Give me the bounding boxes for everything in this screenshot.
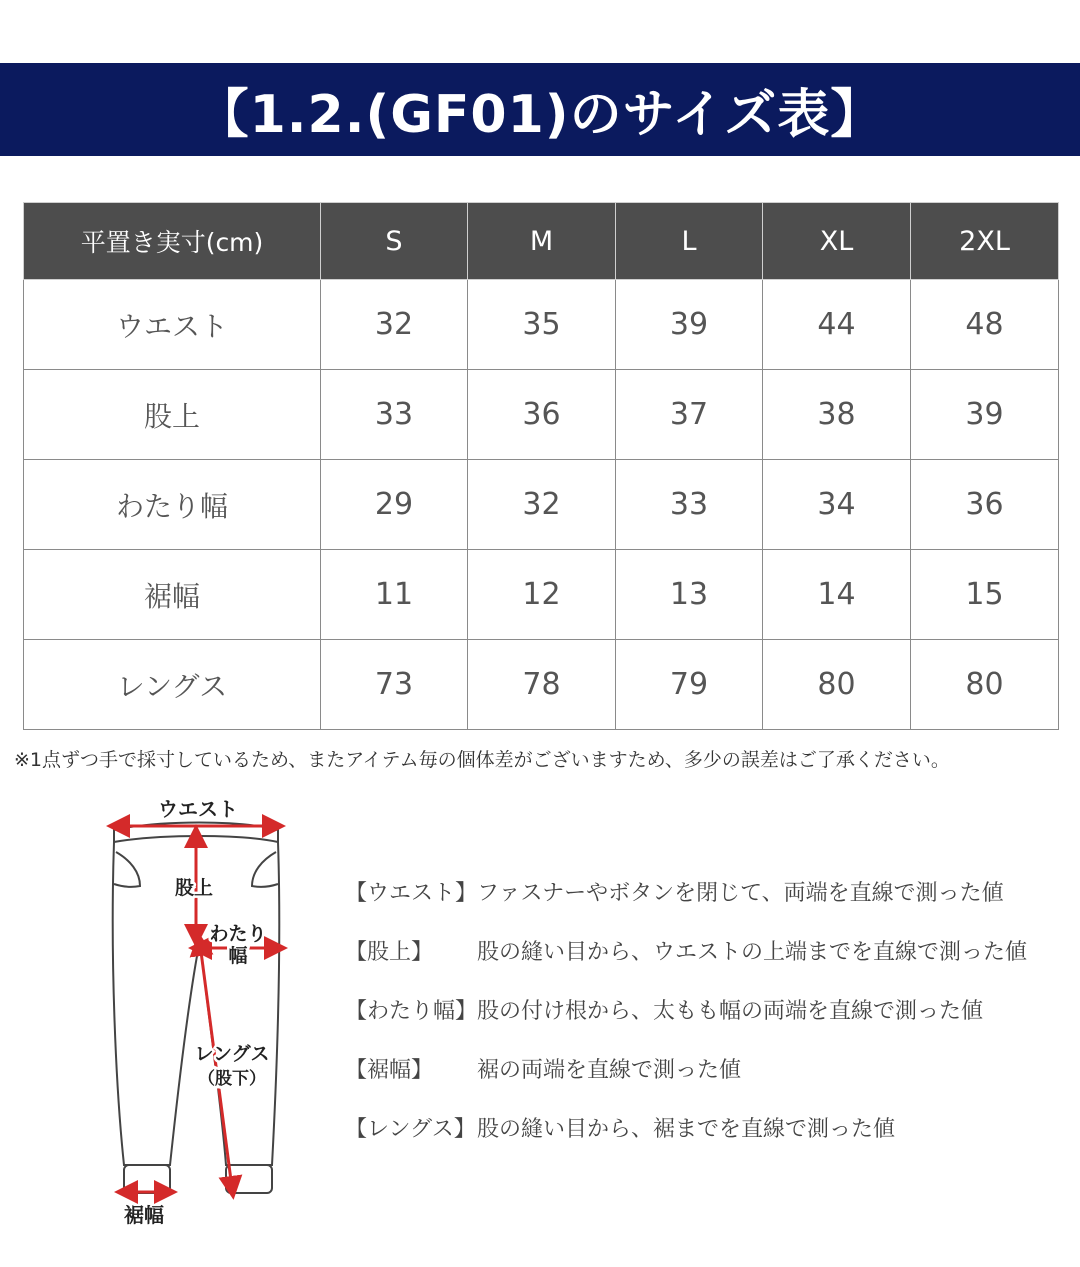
title-banner [0, 63, 1080, 156]
table-cell: 36 [468, 370, 616, 460]
table-cell: 11 [321, 550, 468, 640]
row-label: わたり幅 [24, 460, 321, 550]
table-cell: 78 [468, 640, 616, 730]
measurement-note: ※1点ずつ手で採寸しているため、またアイテム毎の個体差がございますため、多少の誤差はご了承ください。 [14, 749, 950, 771]
header-measurement-label: 平置き実寸(cm) [24, 203, 321, 280]
description-text: 股の縫い目から、ウエストの上端までを直線で測った値 [477, 940, 1028, 965]
length-sub-label: （股下） [198, 1069, 266, 1089]
row-label: 股上 [24, 370, 321, 460]
table-cell: 29 [321, 460, 468, 550]
table-cell: 33 [321, 370, 468, 460]
table-cell: 15 [911, 550, 1059, 640]
table-cell: 48 [911, 280, 1059, 370]
table-cell: 79 [616, 640, 763, 730]
thigh-label-line1: わたり [209, 923, 267, 945]
table-cell: 13 [616, 550, 763, 640]
page-title: 【1.2.(GF01)のサイズ表】 [196, 85, 884, 145]
table-cell: 73 [321, 640, 468, 730]
table-cell: 39 [911, 370, 1059, 460]
table-cell: 32 [321, 280, 468, 370]
table-cell: 38 [763, 370, 911, 460]
table-header-row [24, 203, 1059, 280]
header-size-m: M [468, 203, 616, 280]
table-cell: 39 [616, 280, 763, 370]
list-item [345, 1098, 1075, 1157]
table-cell: 14 [763, 550, 911, 640]
description-term: 【レングス】 [345, 1117, 476, 1142]
description-term: 【わたり幅】 [345, 999, 478, 1024]
table-cell: 37 [616, 370, 763, 460]
description-term: 【裾幅】 [345, 1058, 434, 1083]
row-label: 裾幅 [24, 550, 321, 640]
list-item [345, 980, 1075, 1039]
list-item [345, 921, 1075, 980]
description-text: 股の付け根から、太もも幅の両端を直線で測った値 [477, 999, 984, 1024]
table-cell: 33 [616, 460, 763, 550]
description-text: ファスナーやボタンを閉じて、両端を直線で測った値 [477, 881, 1004, 906]
table-row [24, 370, 1059, 460]
table-cell: 34 [763, 460, 911, 550]
table-row [24, 280, 1059, 370]
thigh-label-line2: 幅 [228, 945, 248, 967]
header-size-s: S [321, 203, 468, 280]
measurement-descriptions [345, 862, 1075, 1157]
length-measure-line [200, 944, 232, 1188]
table-cell: 44 [763, 280, 911, 370]
description-text: 股の縫い目から、裾までを直線で測った値 [477, 1117, 896, 1142]
description-text: 裾の両端を直線で測った値 [477, 1058, 742, 1083]
table-row [24, 640, 1059, 730]
table-row [24, 550, 1059, 640]
pants-diagram [100, 790, 300, 1240]
table-cell: 32 [468, 460, 616, 550]
rise-label: 股上 [174, 877, 214, 899]
table-row [24, 460, 1059, 550]
header-size-xl: XL [763, 203, 911, 280]
row-label: ウエスト [24, 280, 321, 370]
description-term: 【股上】 [345, 940, 434, 965]
table-cell: 80 [911, 640, 1059, 730]
size-table [23, 202, 1059, 730]
header-size-2xl: 2XL [911, 203, 1059, 280]
table-cell: 80 [763, 640, 911, 730]
waist-label: ウエスト [158, 797, 238, 821]
table-cell: 12 [468, 550, 616, 640]
table-cell: 35 [468, 280, 616, 370]
table-cell: 36 [911, 460, 1059, 550]
description-term: 【ウエスト】 [345, 881, 478, 906]
header-size-l: L [616, 203, 763, 280]
row-label: レングス [24, 640, 321, 730]
hem-label: 裾幅 [124, 1203, 164, 1227]
list-item [345, 862, 1075, 921]
list-item [345, 1039, 1075, 1098]
length-label: レングス [194, 1043, 270, 1065]
